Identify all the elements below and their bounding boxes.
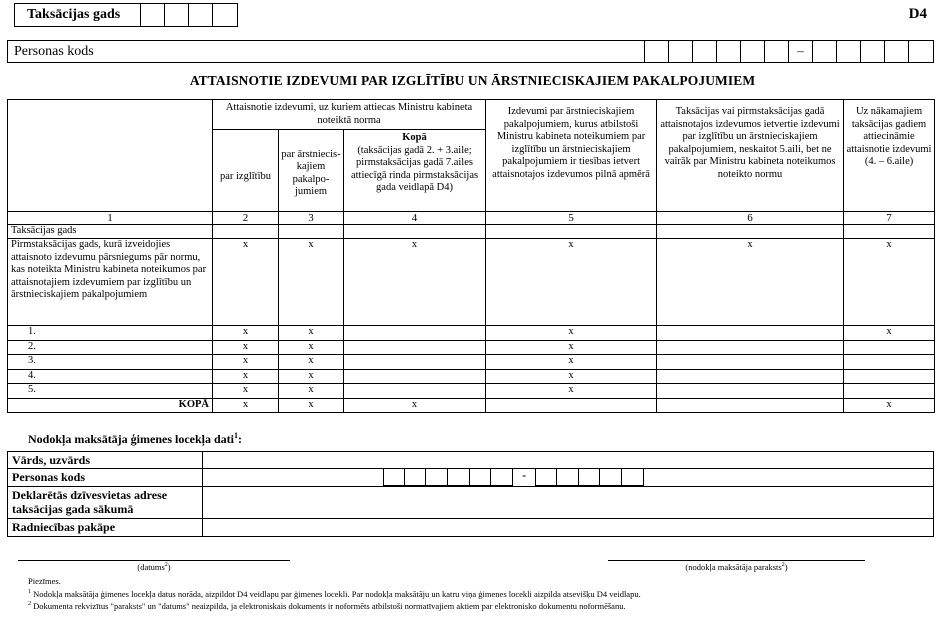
total-label: KOPĀ — [8, 398, 213, 413]
family-code-label: Personas kods — [8, 469, 203, 487]
personal-code-digit[interactable] — [765, 41, 789, 62]
form-code: D4 — [908, 6, 927, 22]
col-number: 1 — [8, 212, 213, 225]
row-label-tax-year: Taksācijas gads — [8, 225, 213, 239]
table-row — [8, 369, 935, 384]
signature-line[interactable] — [608, 560, 865, 561]
cell[interactable] — [657, 384, 844, 399]
x-mark: x — [213, 355, 279, 370]
page-title: ATTAISNOTIE IZDEVUMI PAR IZGLĪTĪBU UN ĀRSTNIECISKAJIEM PAKALPOJUMIEM — [189, 73, 756, 88]
row-number: 1. — [8, 326, 213, 341]
family-code-field — [203, 469, 934, 487]
col5-header: Izdevumi par ārstnieciskajiem pakalpojumiem, kurus atbilstoši Ministru kabineta noteikumiem par izglītību un ārstnieciskajiem pakalpojumiem ir tiesības ietvert attaisnotajos izdevumos pilnā apmērā — [486, 100, 657, 212]
family-code-digit[interactable] — [622, 468, 644, 486]
x-mark: x — [213, 340, 279, 355]
personal-code-digit[interactable] — [837, 41, 861, 62]
personal-code-field — [7, 40, 934, 63]
footnote-ref: 2 — [164, 562, 168, 569]
footnote-ref: 2 — [781, 562, 785, 569]
group-header: Attaisnotie izdevumi, uz kuriem attiecas Ministru kabineta noteiktā norma — [213, 100, 486, 130]
personal-code-digit[interactable] — [693, 41, 717, 62]
family-code-digit[interactable] — [491, 468, 513, 486]
cell[interactable] — [844, 225, 935, 239]
family-address-label: Deklarētās dzīvesvietas adrese taksācijas gada sākumā — [8, 487, 203, 519]
table-row — [8, 225, 935, 239]
signature-caption-text: (nodokļa maksātāja paraksts — [685, 562, 782, 572]
col6-header: Taksācijas vai pirmstaksācijas gadā attaisnotajos izdevumos ietvertie izdevumi par izglītību un ārstnieciskajiem pakalpojumiem, neskaitot 5.aili, bet ne vairāk par Ministru kabineta noteikumos noteikto normu — [657, 100, 844, 212]
cell[interactable] — [486, 398, 657, 413]
footnote-ref: 1 — [28, 588, 31, 595]
col-number: 7 — [844, 212, 935, 225]
x-mark: x — [279, 384, 344, 399]
row-number: 2. — [8, 340, 213, 355]
family-relation-input[interactable] — [203, 519, 934, 537]
footnote-ref: 2 — [28, 600, 31, 607]
col3-header: par ārstniecis-kajiem pakalpo-jumiem — [279, 130, 344, 212]
notes — [28, 576, 641, 611]
family-code-digit[interactable] — [383, 468, 405, 486]
table-row — [8, 340, 935, 355]
family-table — [7, 451, 934, 537]
personal-code-digit[interactable] — [741, 41, 765, 62]
family-code-digit[interactable] — [426, 468, 448, 486]
family-section-title: Nodokļa maksātāja ģimenes locekļa dati$^1$: — [28, 431, 243, 446]
x-mark: x — [279, 239, 344, 326]
x-mark: x — [213, 384, 279, 399]
tax-year-digit[interactable] — [165, 4, 189, 26]
family-code-digit[interactable] — [557, 468, 579, 486]
notes-heading: Piezīmes. — [28, 576, 61, 586]
x-mark: x — [344, 239, 486, 326]
family-relation-label: Radniecības pakāpe — [8, 519, 203, 537]
cell[interactable] — [844, 369, 935, 384]
table-row — [8, 239, 935, 326]
date-caption-text: (datums — [137, 562, 165, 572]
personal-code-digit[interactable] — [909, 41, 933, 62]
cell[interactable] — [657, 355, 844, 370]
col-number: 5 — [486, 212, 657, 225]
cell[interactable] — [344, 369, 486, 384]
tax-year-digit[interactable] — [141, 4, 165, 26]
personal-code-digit[interactable] — [717, 41, 741, 62]
date-caption — [18, 562, 290, 572]
note-2-text: Dokumenta rekvizītus "paraksts" un "datums" neaizpilda, ja elektroniskais dokuments ir noformēts atbilstoši normatīvajiem aktiem par elektronisko dokumentu noformēšanu. — [33, 600, 626, 611]
cell[interactable] — [844, 384, 935, 399]
family-name-input[interactable] — [203, 452, 934, 469]
col-number: 3 — [279, 212, 344, 225]
tax-year-digit[interactable] — [213, 4, 237, 26]
personal-code-digit[interactable] — [813, 41, 837, 62]
personal-code-digit[interactable] — [645, 41, 669, 62]
cell[interactable] — [213, 225, 279, 239]
col4-header — [344, 130, 486, 212]
col4-header-bold: Kopā — [402, 132, 427, 143]
cell[interactable] — [344, 225, 486, 239]
date-line[interactable] — [18, 560, 290, 561]
x-mark: x — [279, 398, 344, 413]
row-label-pre-tax-year: Pirmstaksācijas gads, kurā izveidojies attaisnoto izdevumu pārsniegums pār normu, kas noteikta Ministru kabineta noteikumos par attaisnotajiem izdevumiem par izglītību un ārstnieciskajiem pakalpojumiem — [8, 239, 213, 326]
x-mark: x — [844, 239, 935, 326]
family-code-digit[interactable] — [600, 468, 622, 486]
x-mark: x — [844, 398, 935, 413]
tax-year-label: Taksācijas gads — [15, 4, 141, 26]
cell[interactable] — [657, 326, 844, 341]
cell[interactable] — [657, 340, 844, 355]
personal-code-separator: – — [789, 41, 813, 62]
x-mark: x — [279, 340, 344, 355]
col7-header: Uz nākamajiem taksācijas gadiem attiecināmie attaisnotie izdevumi (4. – 6.aile) — [844, 100, 935, 212]
family-address-input[interactable] — [203, 487, 934, 519]
family-code-digit[interactable] — [579, 468, 601, 486]
x-mark: x — [657, 239, 844, 326]
row-number: 5. — [8, 384, 213, 399]
x-mark: x — [213, 239, 279, 326]
x-mark: x — [344, 398, 486, 413]
family-title-text: Nodokļa maksātāja ģimenes locekļa dati — [28, 432, 235, 446]
cell[interactable] — [657, 369, 844, 384]
cell[interactable] — [344, 326, 486, 341]
tax-year-field — [14, 3, 238, 27]
x-mark: x — [213, 369, 279, 384]
header-blank — [8, 100, 213, 212]
x-mark: x — [486, 239, 657, 326]
cell[interactable] — [344, 355, 486, 370]
x-mark: x — [486, 369, 657, 384]
table-row — [8, 384, 935, 399]
family-code-digit[interactable] — [405, 468, 427, 486]
cell[interactable] — [657, 398, 844, 413]
family-code-digit[interactable] — [448, 468, 470, 486]
family-code-separator: - — [522, 468, 527, 482]
cell[interactable] — [344, 384, 486, 399]
tax-year-digit[interactable] — [189, 4, 213, 26]
personal-code-digit[interactable] — [861, 41, 885, 62]
x-mark: x — [844, 326, 935, 341]
cell[interactable] — [844, 340, 935, 355]
family-code-digit[interactable] — [535, 468, 557, 486]
cell[interactable] — [844, 355, 935, 370]
close-paren: ) — [167, 562, 171, 572]
col-number: 2 — [213, 212, 279, 225]
x-mark: x — [486, 326, 657, 341]
close-paren: ) — [784, 562, 788, 572]
x-mark: x — [486, 340, 657, 355]
col-number: 4 — [344, 212, 486, 225]
col4-header-text: (taksācijas gadā 2. + 3.aile; pirmstaksācijas gadā 7.ailes attiecīgā rinda pirmstaksācijas gada veidlapā D4) — [350, 144, 479, 193]
personal-code-digit[interactable] — [669, 41, 693, 62]
x-mark: x — [213, 398, 279, 413]
cell[interactable] — [657, 225, 844, 239]
row-number: 4. — [8, 369, 213, 384]
cell[interactable] — [279, 225, 344, 239]
note-2 — [28, 599, 641, 611]
personal-code-label: Personas kods — [8, 41, 645, 62]
footnote-ref: 1 — [234, 431, 239, 440]
cell[interactable] — [344, 340, 486, 355]
x-mark: x — [486, 384, 657, 399]
family-name-label: Vārds, uzvārds — [8, 452, 203, 469]
x-mark: x — [279, 355, 344, 370]
col2-header: par izglītību — [213, 130, 279, 212]
table-row — [8, 355, 935, 370]
table-row — [8, 326, 935, 341]
cell[interactable] — [486, 225, 657, 239]
x-mark: x — [213, 326, 279, 341]
family-code-digit[interactable] — [470, 468, 492, 486]
personal-code-digit[interactable] — [885, 41, 909, 62]
expenses-table — [7, 99, 935, 413]
table-row-total — [8, 398, 935, 413]
row-number: 3. — [8, 355, 213, 370]
x-mark: x — [486, 355, 657, 370]
note-1 — [28, 587, 641, 599]
x-mark: x — [279, 326, 344, 341]
x-mark: x — [279, 369, 344, 384]
col-number: 6 — [657, 212, 844, 225]
note-1-text: Nodokļa maksātāja ģimenes locekļa datus norāda, aizpildot D4 veidlapu par ģimenes locekli. Par nodokļa maksātāju un katru viņa ģimenes locekli aizpilda atsevišķu D4 veidlapu. — [33, 588, 641, 599]
signature-caption — [608, 562, 865, 572]
